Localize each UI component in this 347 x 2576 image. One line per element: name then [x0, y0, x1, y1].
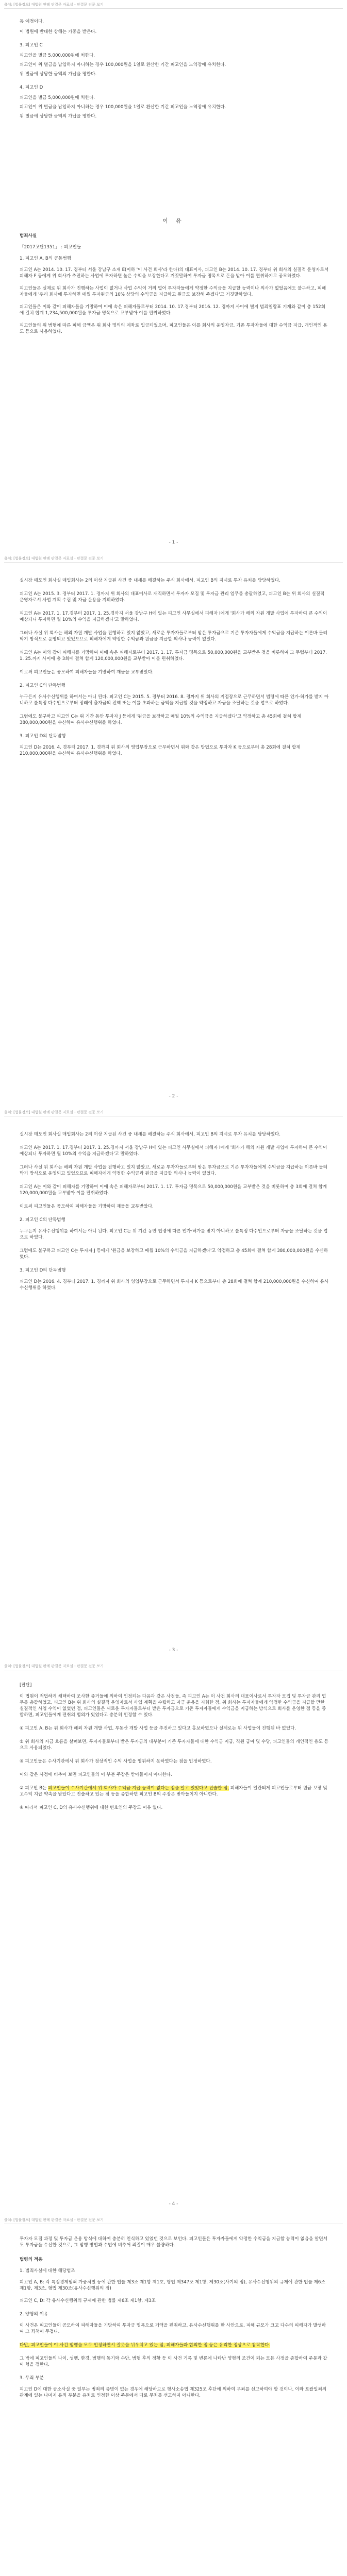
page-header: 출처: [법률정보] 대법원 판례 판결문 자료실 - 판결문 전문 보기: [4, 2218, 104, 2222]
paragraph: 피고인 C, D: 각 유사수신행위의 규제에 관한 법률 제6조 제1항, 제3조: [20, 2298, 156, 2303]
document-page-5: [0, 2215, 347, 2576]
body-text: [20, 1131, 329, 1291]
page-header: 출처: [법률정보] 대법원 판례 판결문 자료실 - 판결문 전문 보기: [4, 1110, 104, 1114]
paragraph: 이로써 피고인들은 공모하여 피해자들을 기망하여 재물을 교부받았다.: [20, 670, 154, 675]
paragraph: 피고인 A는 2017. 1. 17.경부터 2017. 1. 25.경까지 서울 강남구 H에 있는 피고인 사무실에서 피해자 I에게 '회사가 해외 자원 개발 사업에 투자하여 큰 수익이 예상되니 투자하면 월 10%의 수익을 지급하겠다'고 말하였다.: [20, 1145, 327, 1157]
text-line: 4. 피고인 D: [20, 85, 43, 90]
text-line: 3. 피고인 C: [20, 43, 43, 48]
text-line: 2. 피고인 C의 단독범행: [20, 1217, 65, 1223]
highlighted-paragraph: [20, 2342, 329, 2348]
text-line: 위 벌금에 상당한 금액의 가납을 명한다.: [20, 72, 97, 77]
paragraph: 누구든지 유사수신행위를 하여서는 아니 된다. 피고인 C는 2015. 5. 경부터 2016. 8. 경까지 위 회사의 지점장으로 근무하면서 법령에 따른 인가·허가를 받지 아니하고 불특정 다수인으로부터 장래에 출자금의 전액 또는 이를 초과하는 금액을 지급할 것을 약정하고 자금을 조달하는 것을 업으로 하였다.: [20, 694, 329, 706]
page-number: - 2 -: [169, 1094, 178, 1099]
text-line: 동 예정이다.: [20, 19, 44, 24]
paragraph: 이로써 피고인들은 공모하여 피해자들을 기망하여 재물을 교부받았다.: [20, 1204, 154, 1209]
paragraph: ④ 따라서 피고인 C, D의 유사수신행위에 대한 변호인의 주장도 이유 없다.: [20, 1805, 163, 1810]
highlighted-text: 다만, 피고인들이 이 사건 범행을 모두 인정하면서 잘못을 뉘우치고 있는 점, 피해자들과 합의한 점 등은 유리한 정상으로 참작한다.: [20, 2343, 271, 2348]
paragraph: ② 위 회사의 자금 흐름을 살펴보면, 투자자들로부터 받은 투자금의 대부분이 기존 투자자들에 대한 수익금 지급, 직원 급여 및 수당, 피고인들의 개인적인 용도 등으로 사용되었다.: [20, 1739, 328, 1751]
paragraph: 피고인 A는 이와 같이 피해자를 기망하여 이에 속은 피해자로부터 2017. 1. 17. 투자금 명목으로 50,000,000원을 교부받은 것을 비롯하여 총 3회에 걸쳐 합계 120,000,000원을 교부받아 이를 편취하였다.: [20, 1184, 327, 1196]
section-title: 이 유: [162, 217, 185, 224]
text-line: 피고인이 위 벌금을 납입하지 아니하는 경우 100,000원을 1일로 환산한 기간 피고인을 노역장에 유치한다.: [20, 62, 226, 67]
paragraph: 이 사건은 피고인들이 공모하여 피해자들을 기망하여 투자금 명목으로 거액을 편취하고, 유사수신행위를 한 사안으로, 피해 규모가 크고 다수의 피해자가 발생하여 그 죄책이 무겁다.: [20, 2323, 326, 2334]
paragraph: ③ 피고인들은 수사기관에서 위 회사가 정상적인 수익 사업을 영위하지 못하였다는 점을 인정하였다.: [20, 1759, 212, 1764]
body-text: [20, 578, 329, 757]
document-page-2: [0, 554, 347, 1105]
text-line: 범죄사실: [20, 233, 37, 239]
paragraph: 누구든지 유사수신행위를 하여서는 아니 된다. 피고인 C는 위 기간 동안 법령에 따른 인가·허가를 받지 아니하고 불특정 다수인으로부터 자금을 조달하는 것을 업으로 하였다.: [20, 1229, 328, 1240]
text-line: 피고인을 벌금 5,000,000원에 처한다.: [20, 53, 95, 58]
body-text: [20, 2236, 329, 2399]
header-divider: [4, 8, 343, 9]
paragraph: 실시장 매도인 회사실 매입회사는 2의 이상 지급된 사건 중 내세를 해결하는 주식 회사에서, 피고인 B의 지시로 투자 유치를 담당하였다.: [20, 578, 280, 583]
body-text: [20, 1682, 329, 1811]
paragraph: 그러나 사실 위 회사는 해외 자원 개발 사업을 진행하고 있지 않았고, 새로운 투자자들로부터 받은 투자금으로 기존 투자자들에게 수익금을 지급하는 이른바 돌려막기 방식으로 운영되고 있었으므로 피해자에게 약정한 수익금과 원금을 지급할 의사나 능력이 없었다.: [20, 1165, 327, 1176]
text-line: 3. 무죄 부분: [20, 2376, 44, 2381]
text-line: 피고인이 위 벌금을 납입하지 아니하는 경우 100,000원을 1일로 환산한 기간 피고인을 노역장에 유치한다.: [20, 105, 226, 110]
page-number: - 3 -: [169, 1648, 178, 1653]
text-line: 법령의 적용: [20, 2257, 43, 2262]
paragraph: 이 법원이 적법하게 채택하여 조사한 증거들에 의하여 인정되는 다음과 같은 사정들, 즉 피고인 A는 이 사건 회사의 대표이사로서 투자자 모집 및 투자금 관리 업무를 총괄하였고, 피고인 B는 위 회사의 실질적 운영자로서 사업 계획을 수립하고 자금 운용을 지휘한 점, 위 회사는 투자자들에게 약정한 수익금을 지급할 만한 실질적인 사업 수익이 없었던 점, 피고인들은 새로운 투자자들로부터 받은 투자금으로 기존 투자자들에게 수익금을 지급하는 방식으로 회사를 운영한 점 등을 종합하면, 피고인들에게 편취의 범의가 있었다고 충분히 인정할 수 있다.: [20, 1694, 326, 1718]
text-line: 위 벌금에 상당한 금액의 가납을 명한다.: [20, 114, 97, 119]
sentence-block: [20, 19, 329, 120]
highlighted-paragraph: [20, 1785, 329, 1798]
page-header: 출처: [법률정보] 대법원 판례 판결문 자료실 - 판결문 전문 보기: [4, 556, 104, 561]
page-header: 출처: [법률정보] 대법원 판례 판결문 자료실 - 판결문 전문 보기: [4, 1664, 104, 1668]
document-page-4: [0, 1662, 347, 2213]
page-number: - 1 -: [169, 540, 178, 545]
paragraph: 투자자 모집 과정 및 투자금 운용 방식에 대하여 충분히 인식하고 있었던 것으로 보인다. 피고인들은 투자자들에게 약정한 수익금을 지급할 능력이 없음을 알면서도 투자금을 수신한 것으로, 그 범행 방법과 수법에 비추어 죄질이 매우 불량하다.: [20, 2236, 327, 2248]
paragraph: 피고인 D는 2016. 4. 경부터 2017. 1. 경까지 위 회사의 영업부장으로 근무하면서 위와 같은 방법으로 투자자 K 등으로부터 총 28회에 걸쳐 합계 210,000,000원을 수신하여 유사수신행위를 하였다.: [20, 745, 301, 756]
paragraph: 피고인 A는 2014. 10. 17. 경부터 서울 강남구 소재 E(이하 '이 사건 회사'라 한다)의 대표이사, 피고인 B는 2014. 10. 17. 경부터 위 회사의 실질적 운영자로서 피해자 F 등에게 위 회사가 추진하는 사업에 투자하면 높은 수익을 보장한다고 거짓말하여 투자금 명목으로 돈을 받아 이를 편취하기로 공모하였다.: [20, 267, 329, 279]
text-span: 피해자들이 일관되게 피고인들로부터 원금 보장 및 고수익 지급 약속을 받았다고 진술하고 있는 점 등을 종합하면 피고인 B의 주장은 받아들이지 아니한다.: [20, 1786, 327, 1797]
paragraph: 피고인들의 위 범행에 따른 피해 금액은 위 회사 명의의 계좌로 입금되었으며, 피고인들은 이를 회사의 운영자금, 기존 투자자들에 대한 수익금 지급, 개인적인 용도 등으로 사용하였다.: [20, 323, 327, 334]
paragraph: 피고인 A는 이와 같이 피해자를 기망하여 이에 속은 피해자로부터 2017. 1. 17. 투자금 명목으로 50,000,000원을 교부받은 것을 비롯하여 그 무렵부터 2017. 1. 25.까지 사이에 총 3회에 걸쳐 합계 120,000,000원을 교부받아 이를 편취하였다.: [20, 650, 327, 662]
paragraph: 피고인 A, B: 각 특정경제범죄 가중처벌 등에 관한 법률 제3조 제1항 제1호, 형법 제347조 제1항, 제30조(사기의 점), 유사수신행위의 규제에 관한 법률 제6조 제1항, 제3조, 형법 제30조(유사수신행위의 점): [20, 2280, 325, 2291]
header-divider: [4, 562, 343, 563]
text-line: 「2017고단1351」 : 피고인들: [20, 245, 81, 250]
paragraph: 피고인 A는 2015. 3. 경부터 2017. 1. 경까지 위 회사의 대표이사로 재직하면서 투자자 모집 및 투자금 관리 업무를 총괄하였고, 피고인 B는 위 회사의 실질적 운영자로서 사업 계획 수립 및 자금 운용을 지휘하였다.: [20, 591, 325, 603]
text-line: 2. 양형의 이유: [20, 2312, 48, 2317]
text-line: 이 법원에 반대한 상해는 가중을 받은다.: [20, 29, 97, 35]
document-page-3: [0, 1108, 347, 1659]
paragraph: 그러나 사실 위 회사는 해외 자원 개발 사업을 진행하고 있지 않았고, 새로운 투자자들로부터 받은 투자금으로 기존 투자자들에게 수익금을 지급하는 이른바 돌려막기 방식으로 운영되고 있었으므로 피해자에게 약정한 수익금과 원금을 지급할 의사나 능력이 없었다.: [20, 631, 327, 642]
text-line: 3. 피고인 D의 단독범행: [20, 734, 66, 739]
text-line: 피고인을 벌금 5,000,000원에 처한다.: [20, 95, 95, 100]
paragraph: 실시장 매도인 회사실 매입회사는 2의 이상 지급된 사건 중 내세를 해결하는 주식 회사에서, 피고인 B의 지시로 투자 유치를 담당하였다.: [20, 1132, 280, 1137]
text-span: ② 피고인 B는: [20, 1786, 48, 1791]
document-page-1: [0, 0, 347, 551]
paragraph: 피고인 D에 대한 공소사실 중 일부는 범죄의 증명이 없는 경우에 해당하므로 형사소송법 제325조 후단에 의하여 무죄를 선고하여야 할 것이나, 이와 포괄일죄의 관계에 있는 나머지 유죄 부분을 유죄로 인정한 이상 주문에서 따로 무죄를 선고하지 아니한다.: [20, 2387, 327, 2398]
paragraph: 피고인들은 실제로 위 회사가 진행하는 사업이 없거나 사업 수익이 거의 없어 투자자들에게 약정한 수익금을 지급할 능력이나 의사가 없었음에도 불구하고, 피해자들에게 '우리 회사에 투자하면 매월 투자원금의 10% 상당의 수익금을 지급하고 원금도 보장해 주겠다'고 거짓말하였다.: [20, 286, 326, 297]
page-number: - 4 -: [169, 2201, 178, 2207]
text-line: 3. 피고인 D의 단독범행: [20, 1268, 66, 1273]
page-header: 출처: [법률정보] 대법원 판례 판결문 자료실 - 판결문 전문 보기: [4, 3, 104, 7]
text-line: 1. 범죄사실에 대한 해당법조: [20, 2268, 75, 2274]
paragraph: 피고인 D는 2016. 4. 경부터 2017. 1. 경까지 위 회사의 영업부장으로 근무하면서 투자자 K 등으로부터 총 28회에 걸쳐 합계 210,000,000원을 수신하여 유사수신행위를 하였다.: [20, 1279, 329, 1291]
paragraph: 이와 같은 사정에 비추어 보면 피고인들의 이 부분 주장은 받아들이지 아니한다.: [20, 1772, 172, 1777]
paragraph: 그럼에도 불구하고 피고인 C는 투자자 J 등에게 '원금을 보장하고 매월 10%의 수익금을 지급하겠다'고 약정하고 총 45회에 걸쳐 합계 380,000,000원을 수신하였다.: [20, 1248, 328, 1260]
paragraph: 그럼에도 불구하고 피고인 C는 위 기간 동안 투자자 J 등에게 '원금을 보장하고 매월 10%의 수익금을 지급하겠다'고 약정하고 총 45회에 걸쳐 합계 380,000,000원을 수신하여 유사수신행위를 하였다.: [20, 714, 302, 725]
text-line: 1. 피고인 A, B의 공동범행: [20, 256, 72, 261]
body-text: [20, 233, 329, 335]
paragraph: ① 피고인 A, B는 위 회사가 해외 자원 개발 사업, 부동산 개발 사업 등을 추진하고 있다고 홍보하였으나 실제로는 위 사업들이 진행된 바 없었다.: [20, 1726, 296, 1731]
highlighted-text: 피고인들이 수사기관에서 위 회사가 수익금 지급 능력이 없다는 점을 알고 있었다고 진술한 점,: [48, 1786, 229, 1791]
paragraph: 피고인들은 이와 같이 피해자들을 기망하여 이에 속은 피해자들로부터 2014. 10. 17.경부터 2016. 12. 경까지 사이에 별지 범죄일람표 기재와 같이 총 152회에 걸쳐 합계 1,234,500,000원을 투자금 명목으로 교부받아 이를 편취하였다.: [20, 304, 325, 316]
text-line: 2. 피고인 C의 단독범행: [20, 683, 65, 688]
text-line: [판단]: [20, 1683, 32, 1688]
paragraph: 그 밖에 피고인들의 나이, 성행, 환경, 범행의 동기와 수단, 범행 후의 정황 등 이 사건 기록 및 변론에 나타난 양형의 조건이 되는 모든 사정을 종합하여 주문과 같이 형을 정한다.: [20, 2356, 327, 2367]
paragraph: 피고인 A는 2017. 1. 17.경부터 2017. 1. 25.경까지 서울 강남구 H에 있는 피고인 사무실에서 피해자 I에게 '회사가 해외 자원 개발 사업에 투자하여 큰 수익이 예상되니 투자하면 월 10%의 수익을 지급하겠다'고 말하였다.: [20, 611, 327, 622]
